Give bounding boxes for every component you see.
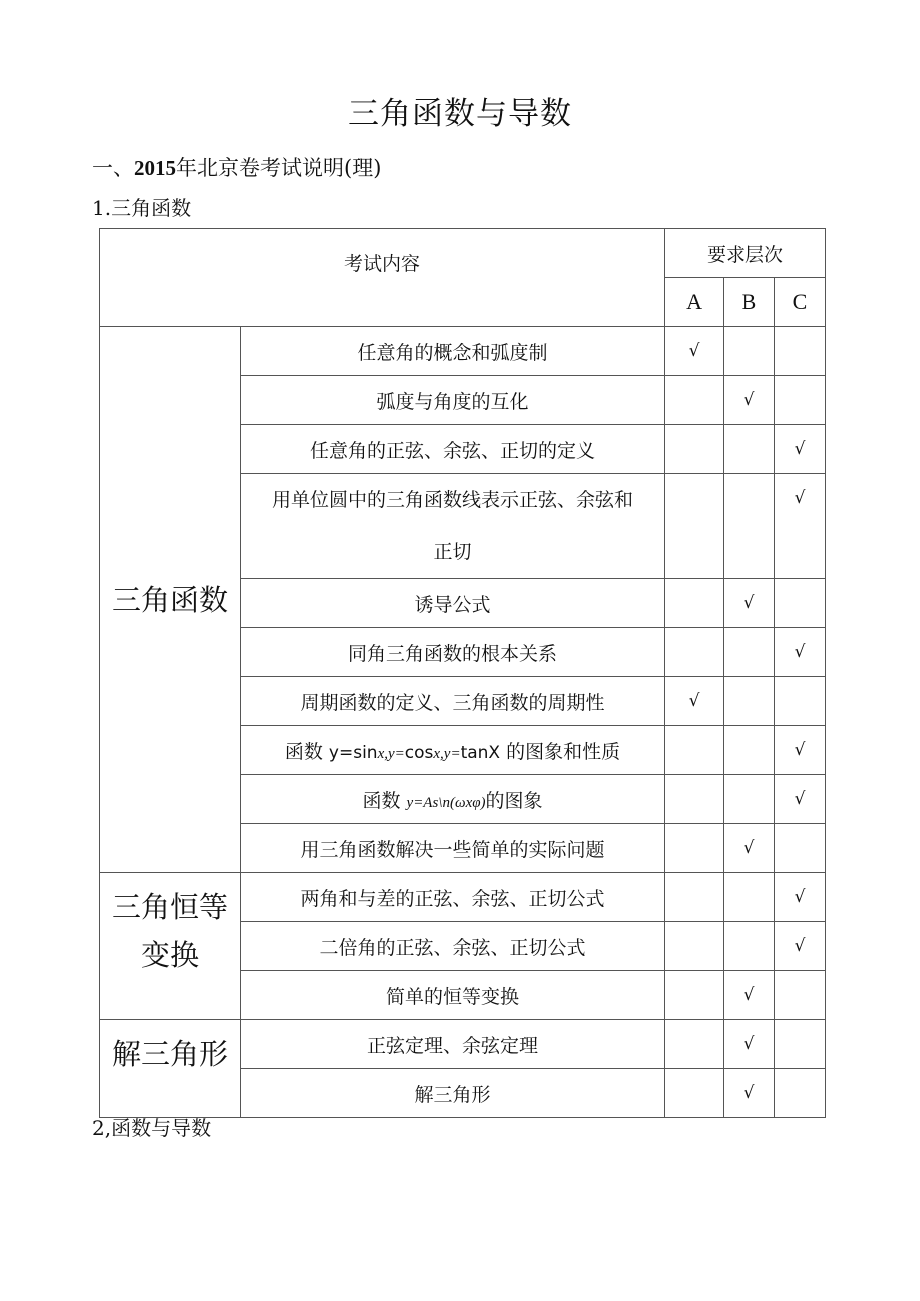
check-mark: √ bbox=[665, 327, 724, 376]
requirements-table bbox=[99, 228, 826, 1118]
item-text: 的图象和性质 bbox=[500, 740, 621, 763]
check-mark: √ bbox=[775, 425, 826, 474]
formula-part: y=sin bbox=[328, 742, 378, 763]
table-row-item: 诱导公式 bbox=[241, 579, 665, 628]
formula-part: x,y= bbox=[377, 745, 405, 762]
check-mark: √ bbox=[724, 1069, 775, 1118]
level-c: C bbox=[775, 278, 826, 327]
check-mark: √ bbox=[775, 628, 826, 677]
table-row-item: 正弦定理、余弦定理 bbox=[241, 1020, 665, 1069]
check-mark: √ bbox=[775, 474, 826, 579]
item-text: 的图象 bbox=[485, 789, 543, 812]
item-line-2: 正切 bbox=[433, 541, 472, 563]
heading-year: 2015 bbox=[134, 156, 176, 180]
check-mark: √ bbox=[775, 726, 826, 775]
table-row-item: 任意角的正弦、余弦、正切的定义 bbox=[241, 425, 665, 474]
table-row-item: 简单的恒等变换 bbox=[241, 971, 665, 1020]
subsection-label-2: 2,函数与导数 bbox=[92, 1116, 212, 1140]
table-row-item: 弧度与角度的互化 bbox=[241, 376, 665, 425]
check-mark: √ bbox=[665, 677, 724, 726]
table-row-item bbox=[241, 474, 665, 579]
table-row-item: 用三角函数解决一些简单的实际问题 bbox=[241, 824, 665, 873]
table-row-item: 同角三角函数的根本关系 bbox=[241, 628, 665, 677]
check-mark: √ bbox=[775, 873, 826, 922]
category-trig-identities: 三角恒等变换 bbox=[100, 873, 241, 1020]
formula: y=As\n(ωxφ) bbox=[406, 794, 486, 811]
category-solve-triangles: 解三角形 bbox=[100, 1020, 241, 1118]
item-text: 函数 bbox=[362, 789, 407, 812]
level-a: A bbox=[665, 278, 724, 327]
check-mark: √ bbox=[724, 971, 775, 1020]
level-b: B bbox=[724, 278, 775, 327]
formula-part: cos bbox=[404, 742, 434, 763]
table-row-item: 二倍角的正弦、余弦、正切公式 bbox=[241, 922, 665, 971]
formula-part: x,y= bbox=[433, 745, 461, 762]
header-level: 要求层次 bbox=[665, 229, 826, 278]
check-mark: √ bbox=[724, 1020, 775, 1069]
category-trig-functions: 三角函数 bbox=[100, 327, 241, 873]
check-mark: √ bbox=[724, 376, 775, 425]
check-mark: √ bbox=[724, 579, 775, 628]
page-title: 三角函数与导数 bbox=[348, 96, 572, 132]
check-mark: √ bbox=[775, 775, 826, 824]
heading-text: 年北京卷考试说明(理) bbox=[176, 156, 382, 180]
table-row-item: 任意角的概念和弧度制 bbox=[241, 327, 665, 376]
header-content: 考试内容 bbox=[100, 229, 665, 327]
subsection-label-1: 1.三角函数 bbox=[92, 196, 192, 220]
table-row-item: 解三角形 bbox=[241, 1069, 665, 1118]
table-row-item: 两角和与差的正弦、余弦、正切公式 bbox=[241, 873, 665, 922]
check-mark: √ bbox=[724, 824, 775, 873]
table-row-item: 周期函数的定义、三角函数的周期性 bbox=[241, 677, 665, 726]
heading-prefix: 一、 bbox=[92, 156, 134, 180]
check-mark: √ bbox=[775, 922, 826, 971]
item-text: 函数 bbox=[284, 740, 329, 763]
table-row-item bbox=[241, 775, 665, 824]
section-heading bbox=[92, 152, 381, 182]
formula-part: tanX bbox=[460, 742, 501, 763]
item-line-1: 用单位圆中的三角函数线表示正弦、余弦和 bbox=[272, 489, 634, 511]
table-row-item bbox=[241, 726, 665, 775]
